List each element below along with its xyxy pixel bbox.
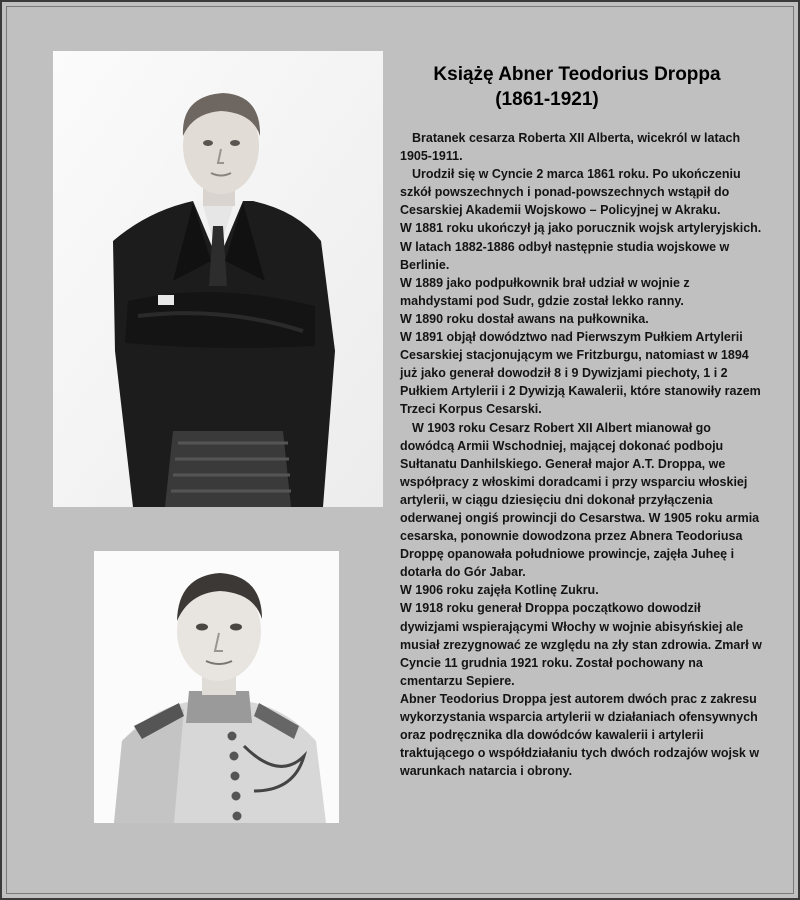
life-dates: (1861-1921) [495, 89, 599, 110]
portrait-arms-crossed-image [53, 51, 383, 507]
bio-paragraph: W 1918 roku generał Droppa początkowo dowodził dywizjami wspierającymi Włochy w wojnie abisyńskiej ale musiał zrezygnować ze względu na zły stan zdrowia. Zmarł w Cyncie 11 grudnia 1921 roku. Został pochowany na cmentarzu Sepiere. [400, 601, 762, 688]
bio-paragraph: W 1891 objął dowództwo nad Pierwszym Pułkiem Artylerii Cesarskiej stacjonującym we Fritzburgu, natomiast w 1894 już jako generał dowodził 8 i 9 Dywizjami piechoty, 1 i 2 Pułkiem Artylerii i 2 Dywizją Kawalerii, które stanowiły razem Trzeci Korpus Cesarski. [400, 330, 761, 417]
bio-paragraph: W 1890 roku dostał awans na pułkownika. [400, 311, 649, 326]
bio-paragraph: W 1903 roku Cesarz Robert XII Albert mianował go dowódcą Armii Wschodniej, mającej dokonać podboju Sułtanatu Danhilskiego. Generał major A.T. Droppa, we współpracy z włoskimi doradcami i przy wsparciu włoskiej artylerii, w ciągu dziesięciu dni dokonał przyłączenia oderwanej ongiś prowincji do Cesarstwa. W 1905 roku armia cesarska, ponownie dowodzona przez Abnera Teodoriusa Droppę opanowała południowe prowincje, zajęła Juheę i dotarła do Gór Jabar. [400, 420, 760, 580]
bio-paragraph: Abner Teodorius Droppa jest autorem dwóch prac z zakresu wykorzystania wsparcia artylerii w działaniach ofensywnych oraz podręcznika dla dowódców kawalerii i artylerii traktującego o współdziałaniu tych dwóch rodzajów wojsk w warunkach natarcia i obrony. [400, 691, 760, 779]
bio-paragraph: W 1881 roku ukończył ją jako porucznik wojsk artyleryjskich. W latach 1882-1886 odbył następnie studia wojskowe w Berlinie. [400, 221, 762, 272]
bio-paragraph: W 1889 jako podpułkownik brał udział w wojnie z mahdystami pod Sudr, gdzie został lekko ranny. [400, 275, 690, 308]
biography-text [400, 129, 762, 780]
bio-paragraph: Bratanek cesarza Roberta XII Alberta, wicekról w latach 1905-1911. [400, 131, 741, 164]
biography-title [397, 62, 757, 112]
person-name: Książę Abner Teodorius Droppa [433, 64, 721, 85]
portrait-photo-top [53, 51, 383, 507]
portrait-uniform-image [94, 551, 339, 823]
portrait-photo-bottom [94, 551, 339, 823]
bio-paragraph: Urodził się w Cyncie 2 marca 1861 roku. Po ukończeniu szkół powszechnych i ponad-powszechnych wstąpił do Cesarskiej Akademii Wojskowo – Policyjnej w Akraku. [400, 167, 741, 218]
bio-paragraph: W 1906 roku zajęła Kotlinę Zukru. [400, 583, 599, 598]
